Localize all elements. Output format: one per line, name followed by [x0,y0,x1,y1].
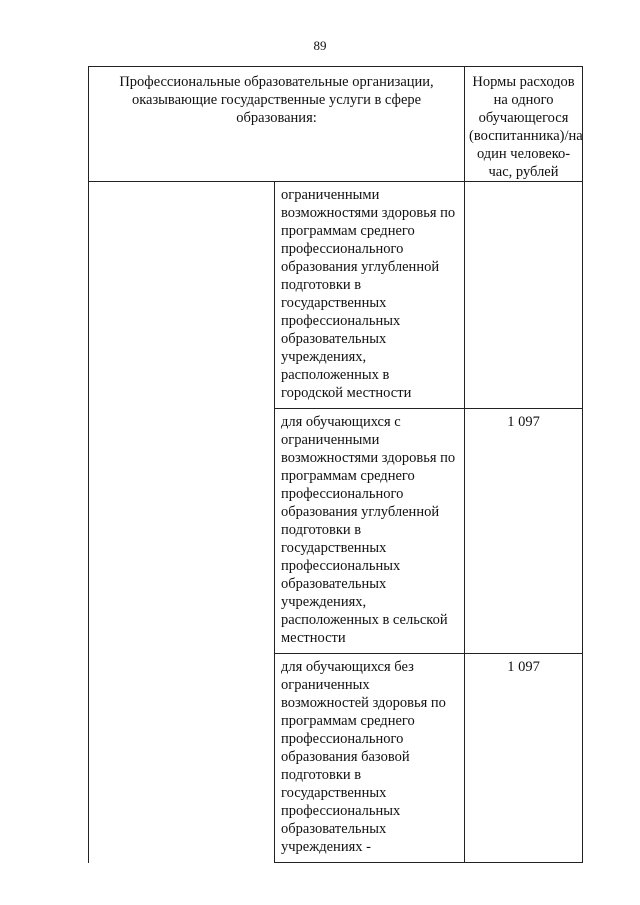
description-line: образовательных [281,576,387,592]
description-line: возможностями здоровья по [281,450,456,466]
description-line: государственных [281,295,387,311]
description-line: возможностей здоровья по [281,695,446,711]
header-right-line: Нормы расходов [472,74,575,90]
row-description [275,409,465,654]
description-line: учреждениях - [281,839,371,855]
description-line: образовательных [281,821,387,837]
description-line: профессиональных [281,313,401,329]
description-line: программам среднего [281,223,415,239]
category-cell-empty [89,182,275,863]
description-line: образования углубленной [281,504,440,520]
description-line: для обучающихся без [281,659,414,675]
description-line: образования базовой [281,749,410,765]
row-norm-value: 1 097 [465,409,583,654]
header-right-line: один человеко- [476,146,571,162]
description-line: ограниченных [281,677,370,693]
header-left-line: оказывающие государственные услуги в сфере [131,92,422,108]
description-line: подготовки в [281,522,362,538]
description-line: государственных [281,540,387,556]
row-norm-value [465,182,583,409]
page-number: 89 [313,38,327,53]
description-line: подготовки в [281,767,362,783]
header-left-line: образования: [236,110,317,126]
description-line: учреждениях, [281,594,367,610]
row-description [275,182,465,409]
description-line: профессиональных [281,803,401,819]
expense-norms-table [88,66,583,863]
header-right-line: на одного [493,92,554,108]
header-right-line: (воспитанника)/на [469,128,583,144]
header-norms [465,67,583,182]
row-norm-value: 1 097 [465,654,583,863]
header-organizations [89,67,465,182]
row-description [275,654,465,863]
header-right-line: час, рублей [488,164,559,180]
description-line: городской местности [281,385,412,401]
description-line: профессионального [281,486,404,502]
description-line: образования углубленной [281,259,440,275]
description-line: программам среднего [281,468,415,484]
description-line: программам среднего [281,713,415,729]
description-line: местности [281,630,346,646]
description-line: профессионального [281,241,404,257]
description-line: ограниченными [281,187,380,203]
description-line: подготовки в [281,277,362,293]
description-line: профессиональных [281,558,401,574]
description-line: образовательных [281,331,387,347]
description-line: ограниченными [281,432,380,448]
table-row [89,182,583,409]
header-right-line: обучающегося [478,110,569,126]
table-header-row [89,67,583,182]
description-line: учреждениях, [281,349,367,365]
description-line: расположенных в сельской [281,612,448,628]
description-line: государственных [281,785,387,801]
header-left-line: Профессиональные образовательные организации, [119,74,434,90]
description-line: возможностями здоровья по [281,205,456,221]
description-line: для обучающихся с [281,414,401,430]
description-line: расположенных в [281,367,390,383]
description-line: профессионального [281,731,404,747]
